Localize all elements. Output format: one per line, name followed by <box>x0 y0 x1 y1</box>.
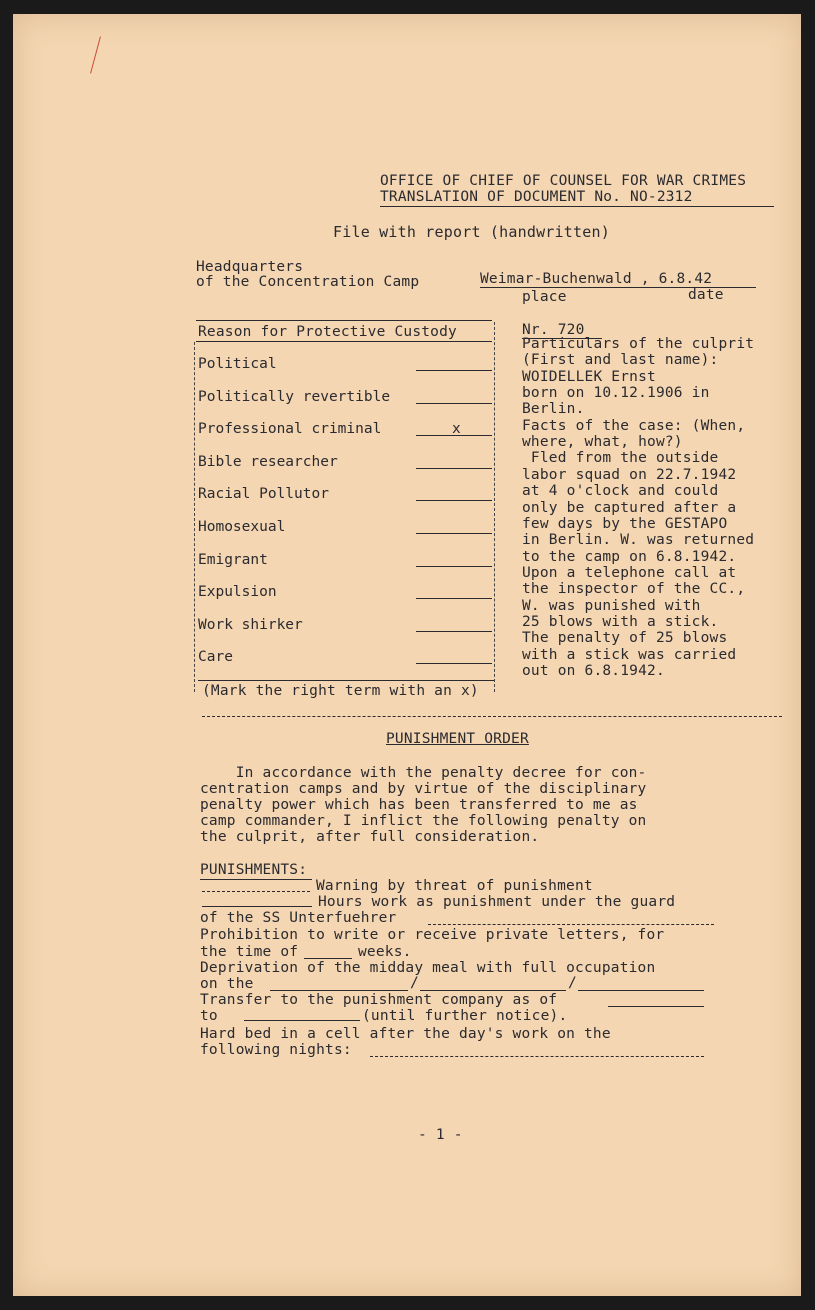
on-the-text: on the <box>200 976 254 992</box>
particulars-line: WOIDELLEK Ernst <box>522 368 656 385</box>
reason-title: Reason for Protective Custody <box>198 324 457 340</box>
reason-row-politically-revertible: Politically revertible <box>198 381 498 414</box>
warning-blank <box>202 891 310 892</box>
particulars-line: in Berlin. W. was returned <box>522 532 755 549</box>
office-heading: OFFICE OF CHIEF OF COUNSEL FOR WAR CRIMES <box>380 173 747 189</box>
particulars-line: born on 10.12.1906 in <box>522 385 710 402</box>
following-nights-text: following nights: <box>200 1042 352 1058</box>
reason-row-political: Political <box>198 348 498 381</box>
until-notice-text: (until further notice). <box>362 1008 568 1024</box>
warning-text: Warning by threat of punishment <box>316 878 593 894</box>
particulars-line: Berlin. <box>522 401 585 418</box>
weeks-text: weeks. <box>358 944 412 960</box>
date-label: date <box>688 287 724 303</box>
deprivation-text: Deprivation of the midday meal with full occupation <box>200 960 656 976</box>
particulars-line: with a stick was carried <box>522 646 737 663</box>
reason-check-mark: x <box>452 421 461 438</box>
particulars-line: Facts of the case: (When, <box>522 417 746 434</box>
place-label: place <box>522 289 567 305</box>
reason-row-expulsion: Expulsion <box>198 576 498 609</box>
place-date-value: Weimar-Buchenwald , 6.8.42 <box>480 271 713 287</box>
file-note: File with report (handwritten) <box>333 223 610 241</box>
reason-title-top-rule <box>196 320 492 321</box>
order-paragraph-line: camp commander, I inflict the following penalty on <box>200 813 647 829</box>
reason-footnote: (Mark the right term with an x) <box>202 683 479 699</box>
particulars-line: The penalty of 25 blows <box>522 630 728 647</box>
reason-row-care: Care <box>198 641 498 674</box>
particulars-line: at 4 o'clock and could <box>522 483 719 500</box>
following-nights-blank <box>370 1056 704 1057</box>
page-number: - 1 - <box>418 1127 463 1143</box>
meal-date-slash-1: / <box>410 975 419 991</box>
reason-left-border <box>194 342 195 692</box>
punishments-title-underline <box>200 879 312 880</box>
weeks-blank <box>304 958 352 959</box>
reason-title-bottom-rule <box>196 341 492 342</box>
time-of-text: the time of <box>200 944 299 960</box>
translation-heading: TRANSLATION OF DOCUMENT No. NO-2312 <box>380 189 693 205</box>
particulars-line: W. was punished with <box>522 597 701 614</box>
reason-list <box>198 348 498 674</box>
order-paragraph-line: penalty power which has been transferred to me as <box>200 797 638 813</box>
headquarters-label: Headquarters <box>196 259 304 275</box>
particulars-line: to the camp on 6.8.1942. <box>522 548 737 565</box>
particulars-line: few days by the GESTAPO <box>522 515 728 532</box>
reason-row-racial-pollutor: Racial Pollutor <box>198 478 498 511</box>
ss-unterfuehrer-text: of the SS Unterfuehrer <box>200 910 397 926</box>
particulars-line: Particulars of the culprit <box>522 336 755 352</box>
particulars-line: (First and last name): <box>522 352 719 369</box>
particulars-line: only be captured after a <box>522 499 737 516</box>
order-paragraph-line: the culprit, after full consideration. <box>200 829 540 845</box>
order-paragraph-line: In accordance with the penalty decree for con- <box>200 765 647 781</box>
prohibition-text: Prohibition to write or receive private letters, for <box>200 927 665 943</box>
pen-mark <box>90 37 101 74</box>
meal-date-blank-2 <box>420 990 566 991</box>
hours-blank <box>202 906 312 907</box>
hours-work-text: Hours work as punishment under the guard <box>318 894 676 910</box>
concentration-camp-label: of the Concentration Camp <box>196 274 420 290</box>
meal-date-blank-3 <box>578 990 704 991</box>
punishments-title: PUNISHMENTS: <box>200 862 308 878</box>
reason-row-emigrant: Emigrant <box>198 544 498 577</box>
transfer-text: Transfer to the punishment company as of <box>200 992 558 1008</box>
transfer-to-blank <box>244 1020 360 1021</box>
particulars-line: where, what, how?) <box>522 434 683 451</box>
particulars-block <box>522 336 812 686</box>
punishment-order-title: PUNISHMENT ORDER <box>386 731 529 747</box>
section-divider <box>202 716 782 717</box>
particulars-line: the inspector of the CC., <box>522 581 746 598</box>
particulars-line: Fled from the outside <box>522 450 719 467</box>
reason-row-bible-researcher: Bible researcher <box>198 446 498 479</box>
reason-row-professional-criminal: Professional criminal x <box>198 413 498 446</box>
ss-unterfuehrer-blank <box>428 924 714 925</box>
hard-bed-text: Hard bed in a cell after the day's work on the <box>200 1026 611 1042</box>
particulars-line: out on 6.8.1942. <box>522 663 665 679</box>
reason-row-work-shirker: Work shirker <box>198 609 498 642</box>
order-paragraph-line: centration camps and by virtue of the disciplinary <box>200 781 647 797</box>
meal-date-blank-1 <box>270 990 408 991</box>
header-underline <box>380 206 774 207</box>
reason-footnote-rule <box>198 680 494 681</box>
case-number: Nr. 720 <box>522 322 585 338</box>
particulars-line: Upon a telephone call at <box>522 564 737 581</box>
particulars-line: 25 blows with a stick. <box>522 613 719 630</box>
transfer-from-blank <box>608 1006 704 1007</box>
reason-row-homosexual: Homosexual <box>198 511 498 544</box>
transfer-to-label: to <box>200 1008 218 1024</box>
particulars-line: labor squad on 22.7.1942 <box>522 466 737 483</box>
meal-date-slash-2: / <box>568 975 577 991</box>
